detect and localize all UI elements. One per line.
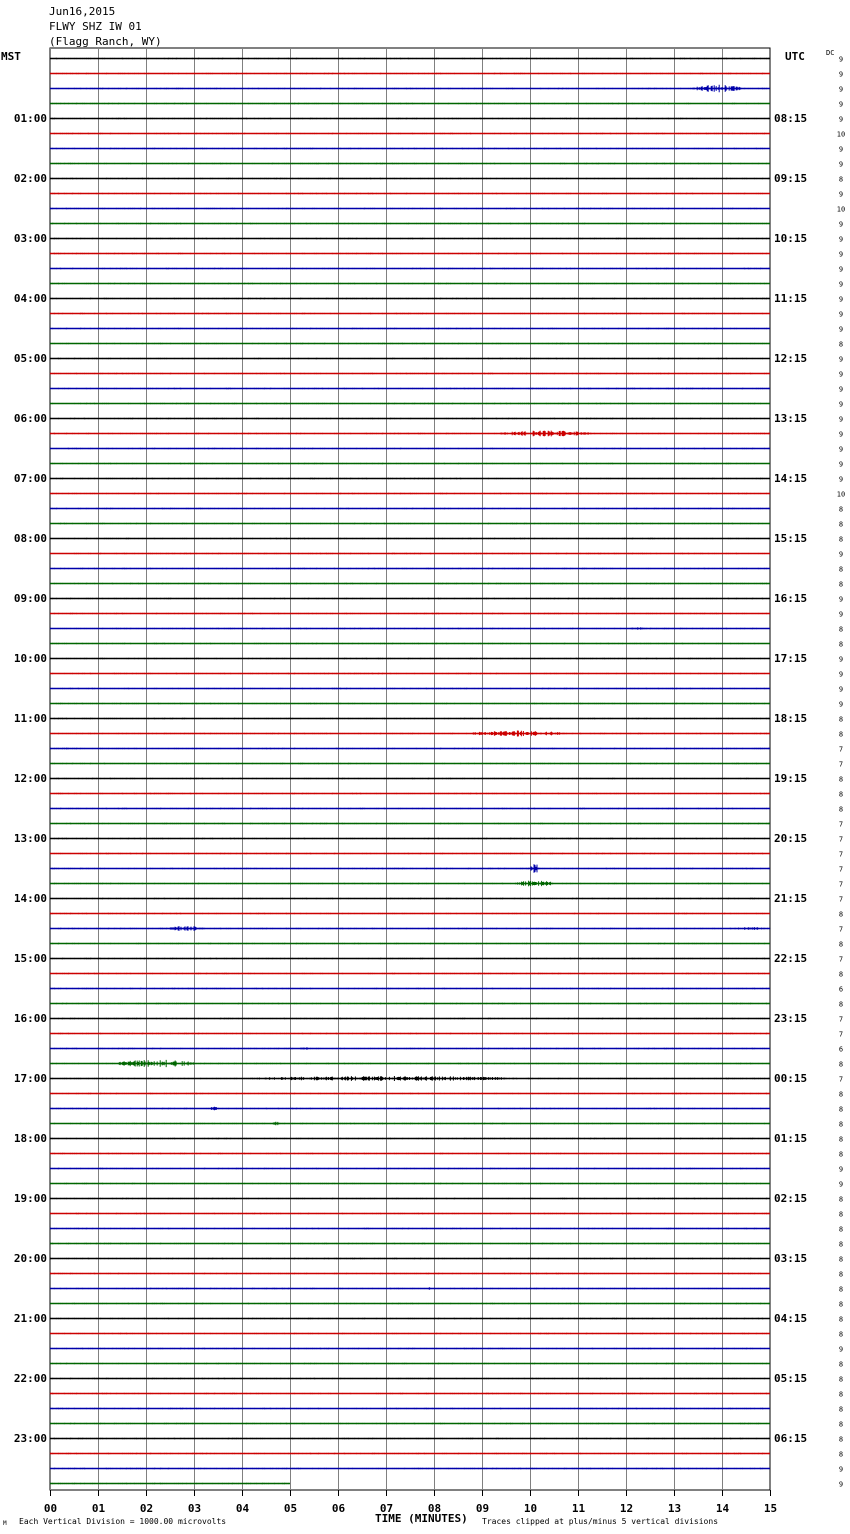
- left-hour-label: 06:00: [13, 412, 47, 425]
- x-tick-label: 11: [571, 1502, 586, 1515]
- chart-station: FLWY SHZ IW 01: [49, 20, 142, 33]
- right-hour-label: 03:15: [774, 1252, 808, 1265]
- dc-offset-label: 9: [838, 1480, 844, 1489]
- seismic-event: [170, 926, 203, 931]
- dc-offset-label: 9: [838, 445, 844, 454]
- dc-offset-label: 8: [838, 1420, 844, 1429]
- dc-offset-label: 9: [838, 700, 844, 709]
- dc-offset-label: 8: [838, 625, 844, 634]
- seismic-event: [208, 1107, 217, 1110]
- dc-offset-label: 6: [838, 1045, 844, 1054]
- left-hour-label: 18:00: [13, 1132, 47, 1145]
- left-hour-label: 22:00: [13, 1372, 47, 1385]
- left-hour-label: 15:00: [13, 952, 47, 965]
- dc-offset-label: 8: [838, 1360, 844, 1369]
- dc-offset-label: 9: [838, 610, 844, 619]
- left-hour-label: 17:00: [13, 1072, 47, 1085]
- dc-offset-label: 9: [838, 415, 844, 424]
- dc-offset-label: 9: [838, 475, 844, 484]
- right-hour-label: 14:15: [774, 472, 808, 485]
- right-hour-label: 19:15: [774, 772, 808, 785]
- left-hour-label: 05:00: [13, 352, 47, 365]
- seismic-event: [530, 864, 539, 873]
- dc-offset-label: 7: [838, 850, 844, 859]
- dc-offset-label: 9: [838, 430, 844, 439]
- right-hour-label: 09:15: [774, 172, 808, 185]
- x-tick-label: 05: [283, 1502, 298, 1515]
- dc-offset-label: 8: [838, 1315, 844, 1324]
- dc-offset-label: 9: [838, 190, 844, 199]
- x-tick-label: 04: [235, 1502, 250, 1515]
- dc-offset-label: 9: [838, 1465, 844, 1474]
- dc-offset-label: 9: [838, 355, 844, 364]
- left-hour-label: 07:00: [13, 472, 47, 485]
- right-hour-label: 17:15: [774, 652, 808, 665]
- dc-offset-label: 8: [838, 1090, 844, 1099]
- x-tick-label: 13: [667, 1502, 682, 1515]
- dc-offset-label: 8: [838, 1060, 844, 1069]
- dc-offset-label: 9: [838, 595, 844, 604]
- dc-offset-label: 9: [838, 250, 844, 259]
- dc-column-label: DC: [826, 49, 835, 57]
- seismic-event: [732, 927, 770, 930]
- dc-offset-label: 9: [838, 280, 844, 289]
- dc-offset-label: 8: [838, 1195, 844, 1204]
- dc-offset-label: 9: [838, 85, 844, 94]
- left-hour-label: 12:00: [13, 772, 47, 785]
- dc-offset-label: 8: [838, 715, 844, 724]
- dc-offset-label: 6: [838, 985, 844, 994]
- left-hour-label: 02:00: [13, 172, 47, 185]
- left-hour-label: 19:00: [13, 1192, 47, 1205]
- dc-offset-label: 8: [838, 910, 844, 919]
- left-hour-label: 13:00: [13, 832, 47, 845]
- dc-offset-label: 8: [838, 805, 844, 814]
- dc-offset-label: 8: [838, 970, 844, 979]
- dc-offset-label: 7: [838, 880, 844, 889]
- dc-offset-label: 8: [838, 535, 844, 544]
- dc-offset-label: 8: [838, 1300, 844, 1309]
- right-hour-label: 22:15: [774, 952, 808, 965]
- right-hour-label: 10:15: [774, 232, 808, 245]
- left-hour-label: 11:00: [13, 712, 47, 725]
- chart-location: (Flagg Ranch, WY): [49, 35, 162, 48]
- dc-offset-label: 8: [838, 775, 844, 784]
- dc-offset-label: 8: [838, 1150, 844, 1159]
- dc-offset-label: 7: [838, 760, 844, 769]
- dc-offset-label: 8: [838, 580, 844, 589]
- dc-offset-label: 9: [838, 400, 844, 409]
- dc-offset-label: 9: [838, 1345, 844, 1354]
- dc-offset-label: 8: [838, 1135, 844, 1144]
- right-hour-label: 01:15: [774, 1132, 808, 1145]
- x-tick-label: 01: [91, 1502, 106, 1515]
- x-axis-title: TIME (MINUTES): [375, 1512, 468, 1525]
- left-timezone-label: MST: [1, 50, 21, 63]
- right-hour-label: 12:15: [774, 352, 808, 365]
- dc-offset-label: 8: [838, 1435, 844, 1444]
- x-tick-label: 14: [715, 1502, 730, 1515]
- right-hour-label: 00:15: [774, 1072, 808, 1085]
- dc-offset-label: 8: [838, 1210, 844, 1219]
- dc-offset-label: 8: [838, 1285, 844, 1294]
- dc-offset-label: 8: [838, 1270, 844, 1279]
- dc-offset-label: 9: [838, 295, 844, 304]
- dc-offset-label: 9: [838, 220, 844, 229]
- left-hour-label: 09:00: [13, 592, 47, 605]
- right-hour-label: 21:15: [774, 892, 808, 905]
- left-hour-label: 21:00: [13, 1312, 47, 1325]
- dc-offset-label: 9: [838, 265, 844, 274]
- left-hour-label: 04:00: [13, 292, 47, 305]
- dc-offset-label: 9: [838, 1165, 844, 1174]
- dc-offset-label: 8: [838, 640, 844, 649]
- dc-offset-label: 9: [838, 655, 844, 664]
- dc-offset-label: 7: [838, 1075, 844, 1084]
- dc-offset-label: 8: [838, 505, 844, 514]
- dc-offset-label: 8: [838, 1375, 844, 1384]
- dc-offset-label: 9: [838, 670, 844, 679]
- dc-offset-label: 9: [838, 160, 844, 169]
- right-hour-label: 02:15: [774, 1192, 808, 1205]
- x-tick-label: 09: [475, 1502, 490, 1515]
- left-hour-label: 01:00: [13, 112, 47, 125]
- x-tick-label: 02: [139, 1502, 154, 1515]
- dc-offset-label: 10: [836, 490, 846, 499]
- dc-offset-label: 8: [838, 940, 844, 949]
- dc-offset-label: 9: [838, 100, 844, 109]
- x-tick-label: 06: [331, 1502, 346, 1515]
- dc-offset-label: 8: [838, 520, 844, 529]
- dc-offset-label: 9: [838, 235, 844, 244]
- x-tick-label: 00: [43, 1502, 58, 1515]
- left-hour-label: 16:00: [13, 1012, 47, 1025]
- x-tick-label: 15: [763, 1502, 778, 1515]
- dc-offset-label: 8: [838, 565, 844, 574]
- right-hour-label: 13:15: [774, 412, 808, 425]
- dc-offset-label: 7: [838, 895, 844, 904]
- dc-offset-label: 9: [838, 550, 844, 559]
- dc-offset-label: 7: [838, 1030, 844, 1039]
- seismic-event: [516, 881, 554, 886]
- dc-offset-label: 8: [838, 340, 844, 349]
- dc-offset-label: 9: [838, 310, 844, 319]
- dc-offset-label: 7: [838, 835, 844, 844]
- dc-offset-label: 9: [838, 685, 844, 694]
- x-tick-label: 08: [427, 1502, 442, 1515]
- dc-offset-label: 8: [838, 1390, 844, 1399]
- scale-note: Each Vertical Division = 1000.00 microvolts: [19, 1517, 227, 1526]
- dc-offset-label: 8: [838, 1450, 844, 1459]
- dc-offset-label: 9: [838, 115, 844, 124]
- corner-mark: M: [3, 1520, 7, 1527]
- dc-offset-label: 10: [836, 205, 846, 214]
- dc-offset-label: 8: [838, 1330, 844, 1339]
- right-hour-label: 20:15: [774, 832, 808, 845]
- chart-date: Jun16,2015: [49, 5, 116, 18]
- dc-offset-label: 7: [838, 865, 844, 874]
- x-tick-label: 12: [619, 1502, 634, 1515]
- right-hour-label: 08:15: [774, 112, 808, 125]
- clip-note: Traces clipped at plus/minus 5 vertical divisions: [482, 1517, 719, 1526]
- dc-offset-label: 9: [838, 70, 844, 79]
- dc-offset-label: 8: [838, 790, 844, 799]
- left-hour-label: 10:00: [13, 652, 47, 665]
- dc-offset-label: 8: [838, 1240, 844, 1249]
- dc-offset-label: 8: [838, 1000, 844, 1009]
- right-hour-label: 11:15: [774, 292, 808, 305]
- left-hour-label: 14:00: [13, 892, 47, 905]
- x-tick-label: 10: [523, 1502, 538, 1515]
- dc-offset-label: 8: [838, 1255, 844, 1264]
- right-hour-label: 06:15: [774, 1432, 808, 1445]
- dc-offset-label: 8: [838, 175, 844, 184]
- dc-offset-label: 9: [838, 325, 844, 334]
- dc-offset-label: 8: [838, 1120, 844, 1129]
- dc-offset-label: 7: [838, 955, 844, 964]
- right-hour-label: 18:15: [774, 712, 808, 725]
- left-hour-label: 20:00: [13, 1252, 47, 1265]
- dc-offset-label: 7: [838, 1015, 844, 1024]
- seismic-event: [631, 627, 645, 630]
- dc-offset-label: 9: [838, 55, 844, 64]
- dc-offset-label: 9: [838, 385, 844, 394]
- dc-offset-label: 9: [838, 1180, 844, 1189]
- right-hour-label: 15:15: [774, 532, 808, 545]
- dc-offset-label: 8: [838, 1405, 844, 1414]
- seismic-event: [271, 1122, 280, 1126]
- x-tick-label: 03: [187, 1502, 202, 1515]
- dc-offset-label: 7: [838, 745, 844, 754]
- right-hour-label: 23:15: [774, 1012, 808, 1025]
- dc-offset-label: 9: [838, 460, 844, 469]
- right-timezone-label: UTC: [785, 50, 805, 63]
- dc-offset-label: 7: [838, 820, 844, 829]
- dc-offset-label: 8: [838, 730, 844, 739]
- left-hour-label: 03:00: [13, 232, 47, 245]
- dc-offset-label: 8: [838, 1105, 844, 1114]
- left-hour-label: 08:00: [13, 532, 47, 545]
- left-hour-label: 23:00: [13, 1432, 47, 1445]
- right-hour-label: 05:15: [774, 1372, 808, 1385]
- dc-offset-label: 10: [836, 130, 846, 139]
- dc-offset-label: 8: [838, 1225, 844, 1234]
- dc-offset-label: 7: [838, 925, 844, 934]
- right-hour-label: 04:15: [774, 1312, 808, 1325]
- seismic-event: [693, 85, 741, 92]
- dc-offset-label: 9: [838, 370, 844, 379]
- x-tick-label: 07: [379, 1502, 394, 1515]
- right-hour-label: 16:15: [774, 592, 808, 605]
- dc-offset-label: 9: [838, 145, 844, 154]
- seismic-event: [256, 1076, 520, 1081]
